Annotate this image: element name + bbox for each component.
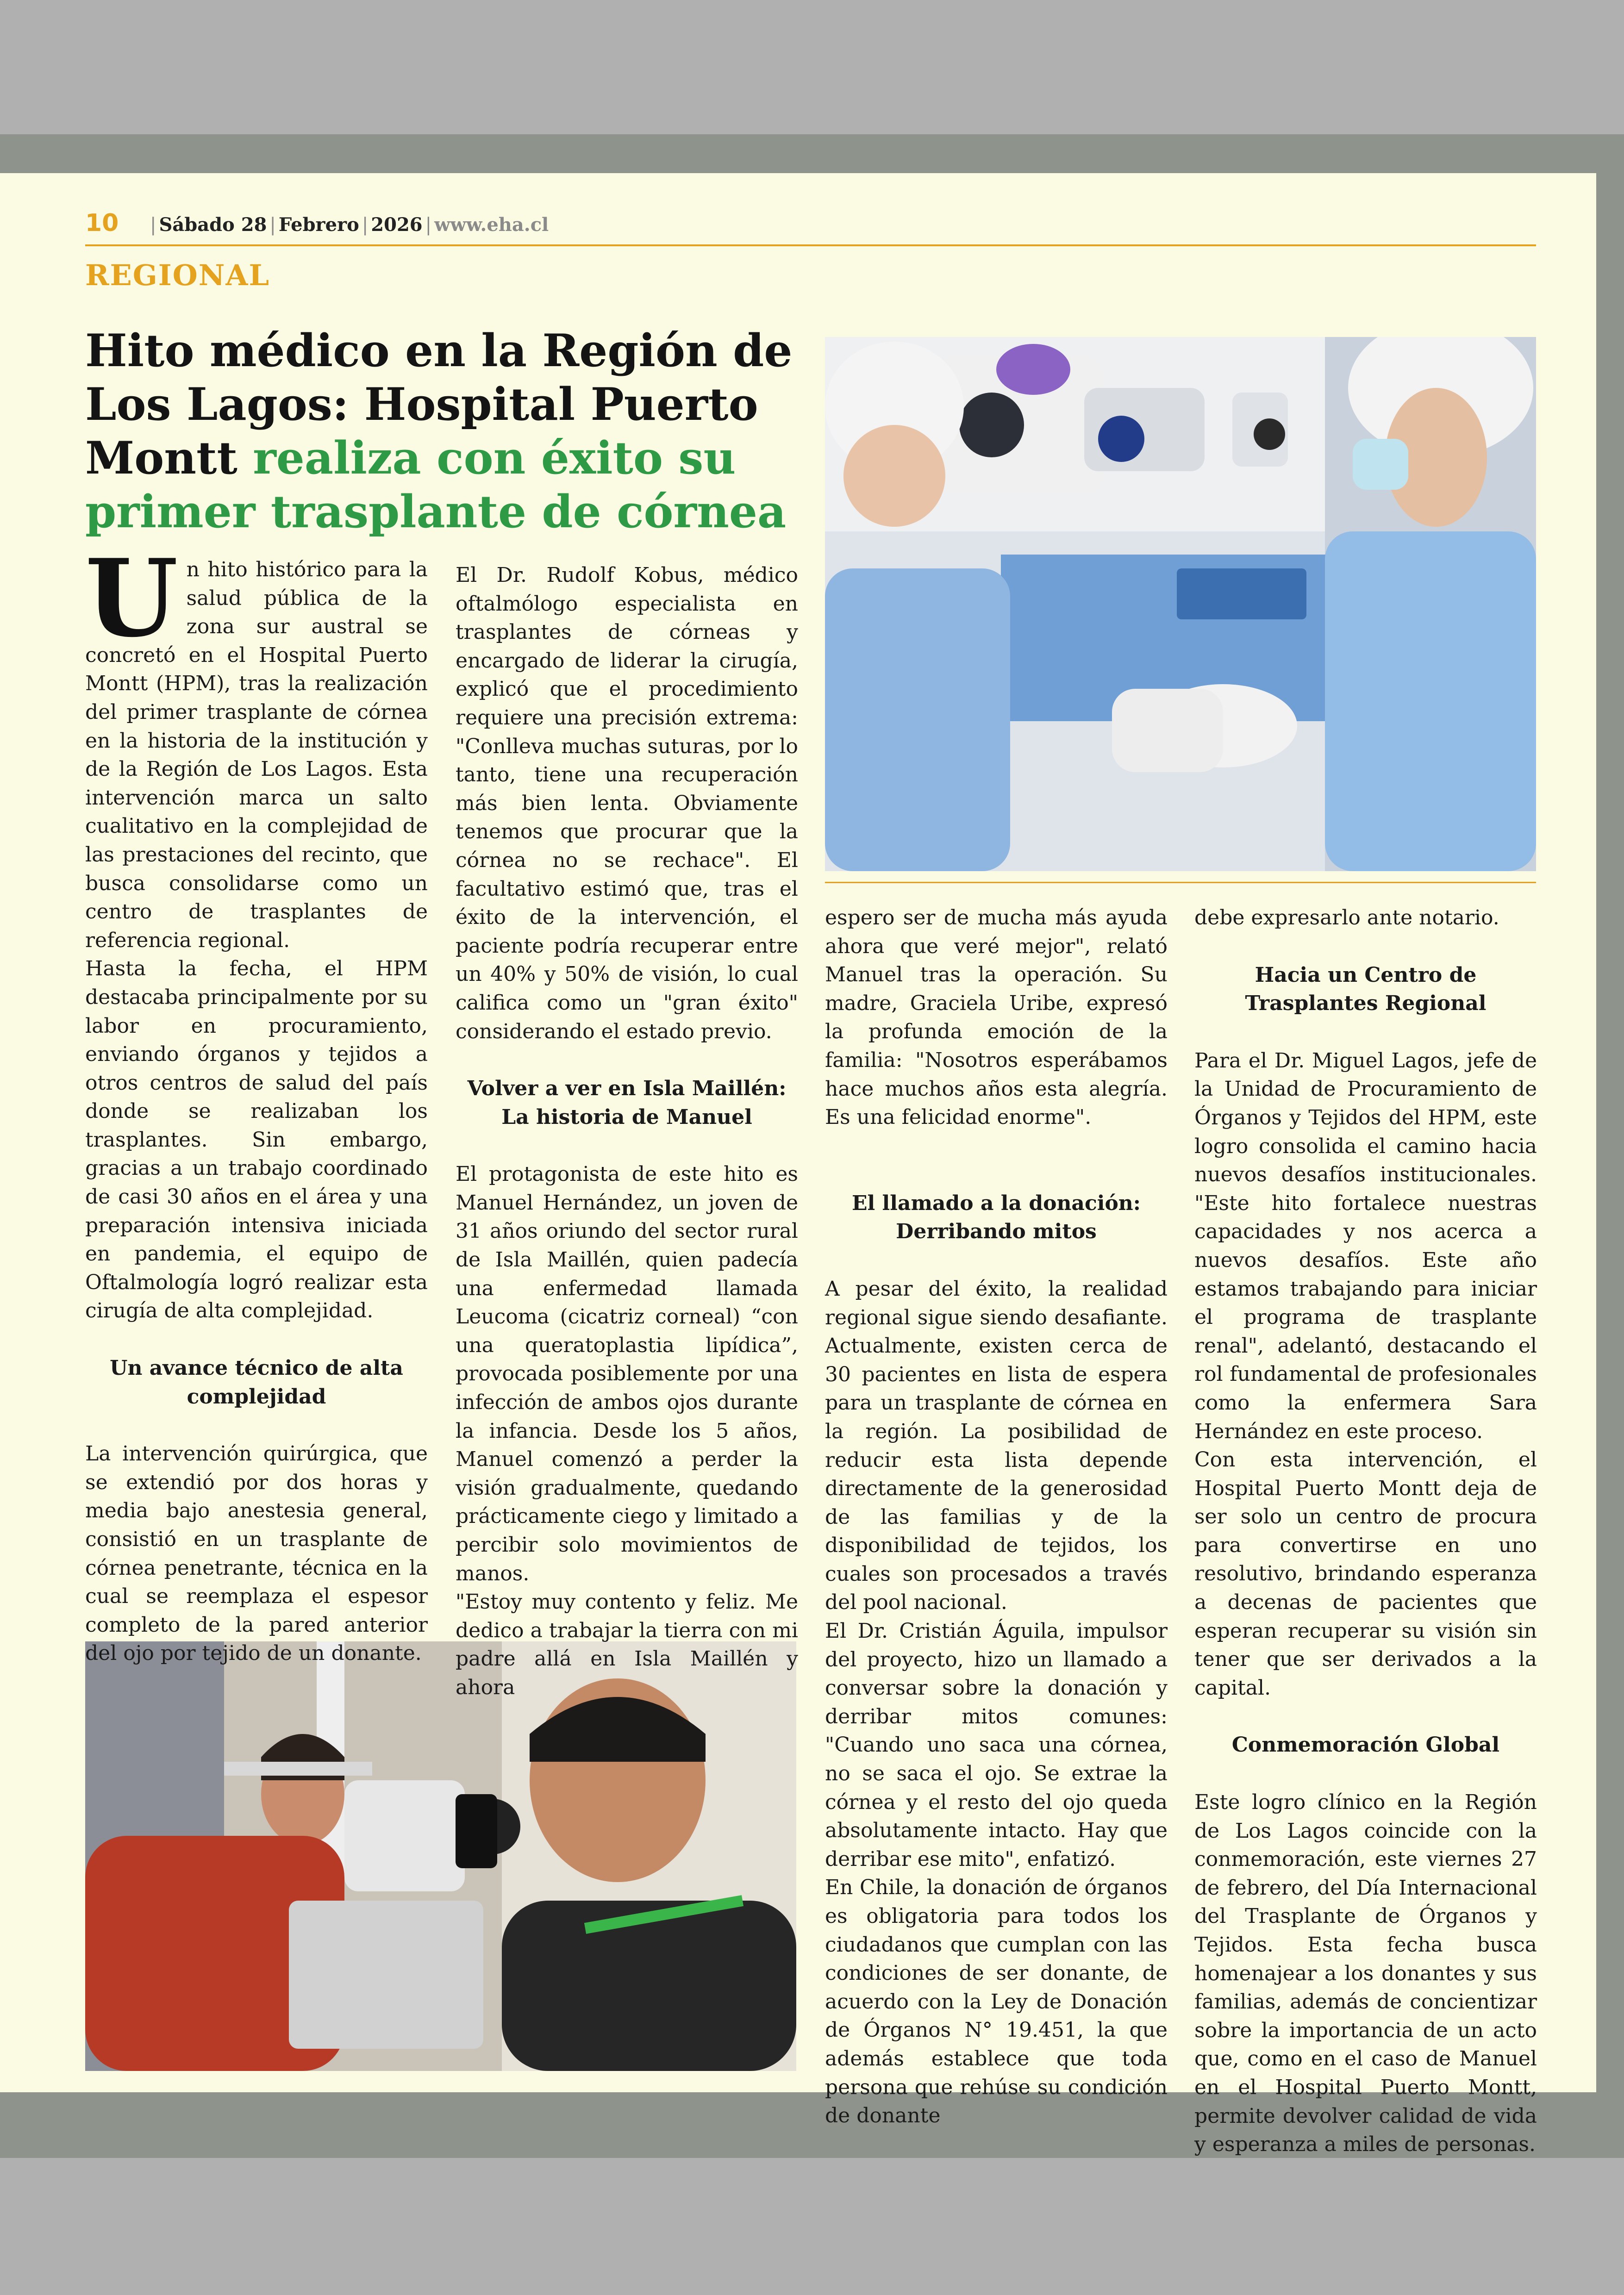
photo-rule [825, 882, 1536, 883]
article-headline [85, 324, 807, 539]
col3-p2: A pesar del éxito, la realidad regional sigue siendo desafiante. Actualmente, existen cerca de 30 pacientes en lista de espera para un trasplante de córnea en la región. La posibilidad de reducir esta lista depende directamente de la generosidad de las familias y de la disponibilidad de tejidos, los cuales son procesados a través del pool nacional. [825, 1277, 1168, 1615]
col2-p1: El Dr. Rudolf Kobus, médico oftalmólogo especialista en trasplantes de córneas y encargado de liderar la cirugía, explicó que el procedimiento requiere una precisión extrema: "Conlleva muchas suturas, por lo tanto, tiene una recuperación más bien lenta. Obviamente tenemos que procurar que la córnea no se rechace". El facultativo estimó que, tras el éxito de la intervención, el paciente podría recuperar entre un 40% y 50% de visión, lo cual califica como un "gran éxito" considerando el estado previo. [456, 563, 798, 1043]
eye-exam-photo-art [85, 1641, 796, 2071]
surgery-photo [825, 337, 1536, 871]
date-month: Febrero [278, 214, 359, 236]
surgery-photo-art [825, 337, 1536, 871]
header-rule [85, 244, 1536, 246]
col1-p3: La intervención quirúrgica, que se extendió por dos horas y media bajo anestesia general, consistió en un trasplante de córnea penetrante, técnica en la cual se reemplaza el espesor completo de la pared anterior del ojo por tejido de un donante. [85, 1442, 428, 1665]
article-column-1 [85, 536, 428, 1668]
dateline: | Sábado 28 | Febrero | 2026 | www.eha.cl [150, 214, 549, 236]
background-bottom [0, 2158, 1624, 2295]
subheading-isla-maillen: Volver a ver en Isla Maillén: La historia de Manuel [467, 1077, 787, 1129]
headline-green: realiza con éxito su primer trasplante de córnea [85, 432, 787, 538]
subheading-centro-trasplantes: Hacia un Centro de Trasplantes Regional [1245, 963, 1487, 1016]
col3-p4: En Chile, la donación de órganos es obligatoria para todos los ciudadanos que cumplan con las condiciones de ser donante, de acuerdo con la Ley de Donación de Órganos N° 19.451, la que además establece que toda persona que rehúse su condición de donante [825, 1876, 1168, 2128]
background-top [0, 0, 1624, 134]
subheading-donacion: El llamado a la donación: Derribando mitos [851, 1191, 1141, 1244]
subheading-avance-tecnico: Un avance técnico de alta complejidad [110, 1356, 403, 1409]
drop-cap: U [85, 536, 178, 661]
col3-p3: El Dr. Cristián Águila, impulsor del proyecto, hizo un llamado a conversar sobre la donación y derribar mitos comunes: "Cuando uno saca una córnea, no se saca el ojo. Se extrae la córnea y el resto del ojo queda absolutamente intacto. Hay que derribar ese mito", enfatizó. [825, 1619, 1168, 1871]
col1-p1: n hito histórico para la salud pública de la zona sur austral se concretó en el Hospital Puerto Montt (HPM), tras la realización del primer trasplante de córnea en la historia de la institución y de la Región de Los Lagos. Esta intervención marca un salto cualitativo en la complejidad de las prestaciones del recinto, que busca consolidarse como un centro de trasplantes de referencia regional. [85, 558, 428, 952]
article-column-2 [456, 561, 798, 1702]
lead-paragraph [85, 536, 428, 954]
col3-p1: espero ser de mucha más ayuda ahora que veré mejor", relató Manuel tras la operación. Su madre, Graciela Uribe, expresó la profunda emoción de la familia: "Nosotros esperábamos hace muchos años esta alegría. Es una felicidad enorme". [825, 906, 1168, 1129]
col1-p2: Hasta la fecha, el HPM destacaba principalmente por su labor en procuramiento, enviando órganos y tejidos a otros centros de salud del país donde se realizaban los trasplantes. Sin embargo, gracias a un trabajo coordinado de casi 30 años en el área y una preparación intensiva iniciada en pandemia, el equipo de Oftalmología logró realizar esta cirugía de alta complejidad. [85, 957, 428, 1323]
section-label: REGIONAL [85, 258, 270, 292]
col4-p3: Con esta intervención, el Hospital Puerto Montt deja de ser solo un centro de procura para convertirse en uno resolutivo, brindando esperanza a decenas de pacientes que esperan recuperar su visión sin tener que ser derivados a la capital. [1194, 1448, 1537, 1700]
subheading-conmemoracion: Conmemoración Global [1231, 1733, 1500, 1757]
col2-p3: "Estoy muy contento y feliz. Me dedico a trabajar la tierra con mi padre allá en Isla Maillén y ahora [456, 1590, 798, 1699]
headline-black: Hito médico en la Región de Los Lagos: Hospital Puerto Montt [85, 324, 793, 484]
date-year: 2026 [371, 214, 423, 236]
article-column-4 [1194, 904, 1537, 2159]
col4-p4: Este logro clínico en la Región de Los Lagos coincide con la conmemoración, este viernes 27 de febrero, del Día Internacional del Trasplante de Órganos y Tejidos. Esta fecha busca homenajear a los donantes y sus familias, además de concientizar sobre la importancia de un acto que, como en el caso de Manuel en el Hospital Puerto Montt, permite devolver calidad de vida y esperanza a miles de personas. [1194, 1790, 1537, 2157]
col4-p1: debe expresarlo ante notario. [1194, 906, 1499, 929]
page-number: 10 [85, 209, 119, 237]
frame-strip-top [0, 134, 1624, 173]
article-column-3 [825, 904, 1168, 2130]
website-link[interactable]: www.eha.cl [434, 214, 549, 236]
col4-p2: Para el Dr. Miguel Lagos, jefe de la Unidad de Procuramiento de Órganos y Tejidos del HPM, este logro consolida el camino hacia nuevos desafíos institucionales. "Este hito fortalece nuestras capacidades y nos acerca a nuevos desafíos. Este año estamos trabajando para iniciar el programa de trasplante renal", adelantó, destacando el rol fundamental de profesionales como la enfermera Sara Hernández en este proceso. [1194, 1048, 1537, 1443]
col2-p2: El protagonista de este hito es Manuel Hernández, un joven de 31 años oriundo del sector rural de Isla Maillén, quien padecía una enfermedad llamada Leucoma (cicatriz corneal) “con una queratoplastia lipídica”, provocada posiblemente por una infección de ambos ojos durante la infancia. Desde los 5 años, Manuel comenzó a perder la visión gradualmente, quedando prácticamente ciego y limitado a percibir solo movimientos de manos. [456, 1162, 798, 1585]
eye-exam-photo [85, 1641, 796, 2071]
page-shadow [1596, 173, 1624, 2092]
date-day: Sábado 28 [159, 214, 267, 236]
